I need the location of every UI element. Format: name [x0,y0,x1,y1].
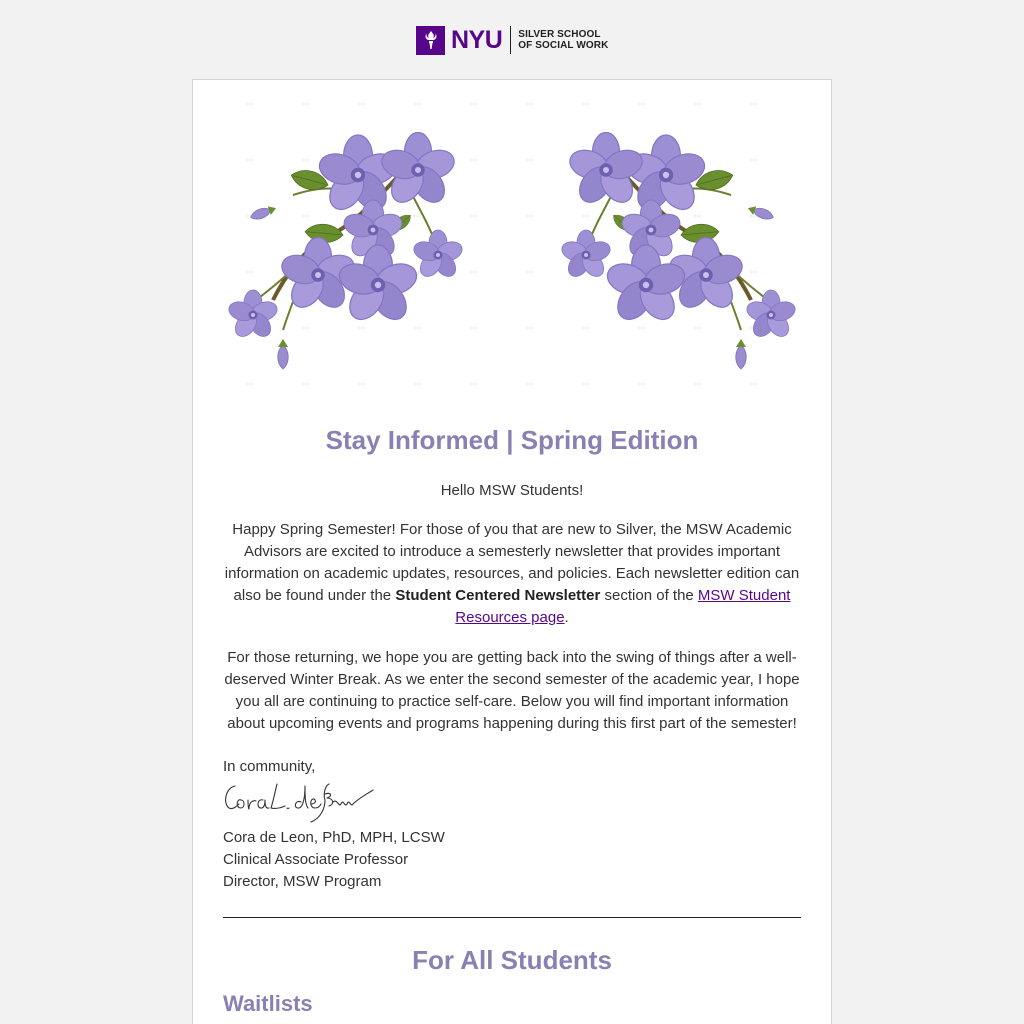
nyu-torch-icon [416,26,445,55]
signature-block [223,827,445,893]
section-title-all-students: For All Students [412,945,612,975]
signer-title-1: Clinical Associate Professor [223,851,409,868]
intro-text-mid: section of the [600,587,698,604]
closing-text: In community, [223,758,316,775]
logo-nyu-text: NYU [451,25,503,54]
signer-title-2: Director, MSW Program [223,873,382,890]
logo-divider [510,26,511,54]
greeting: Hello MSW Students! [440,482,584,499]
logo-school-line2: OF SOCIAL WORK [518,40,609,51]
signer-name: Cora de Leon, PhD, MPH, LCSW [223,829,445,846]
newsletter-card [192,79,832,1024]
newsletter-title: Stay Informed | Spring Edition [325,425,699,455]
section-divider [223,917,801,918]
intro-text-end: . [564,609,569,626]
msw-student-resources-link[interactable]: MSW Student Resources page [455,587,791,626]
intro-text-start: Happy Spring Semester! For those of you that are new to Silver, the MSW Academic Advisors are excited to introduce a semesterly newsletter that provides important information on academic updates, resources, and policies. Each newsletter edition can also be found under the [224,521,800,604]
logo-school-name [518,29,608,51]
logo-school-line1: SILVER SCHOOL [518,29,601,40]
returning-paragraph: For those returning, we hope you are getting back into the swing of things after a well-deserved Winter Break. As we enter the second semester of the academic year, I hope you all are continuing to practice self-care. Below you will find important information about upcoming events and programs happening during this first part of the semester! [224,649,800,732]
nyu-silver-logo[interactable] [416,25,608,55]
hero-flower-image [223,90,801,395]
subsection-title-waitlists: Waitlists [223,991,313,1016]
intro-paragraph [223,519,801,629]
intro-bold-text: Student Centered Newsletter [395,587,601,604]
email-header [0,24,1024,56]
signature-image [221,778,381,826]
